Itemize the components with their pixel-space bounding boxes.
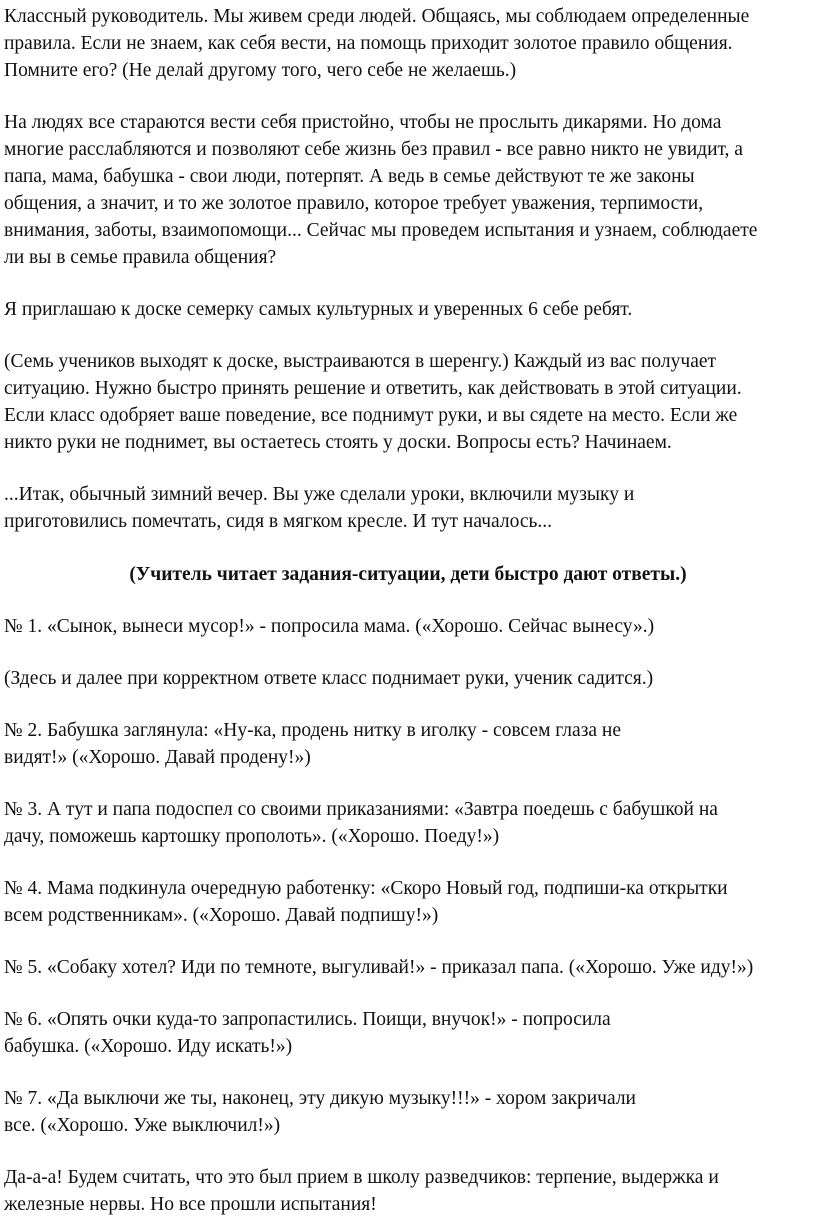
paragraph-conclusion: Да-а-а! Будем считать, что это был прием в школу разведчиков: терпение, выдержка и железные нервы. Но все прошли испытания!	[4, 1167, 719, 1215]
situation-6: № 6. «Опять очки куда-то запропастились. Поищи, внучок!» - попросила бабушка. («Хорошо. Иду искать!»)	[4, 1009, 611, 1057]
paragraph-instructions: (Семь учеников выходят к доске, выстраиваются в шеренгу.) Каждый из вас получает ситуацию. Нужно быстро принять решение и ответить, как действовать в этой ситуации. Если класс одобряет ваше поведение, все поднимут руки, и вы сядете на место. Если же никто руки не поднимет, вы остаетесь стоять у доски. Вопросы есть? Начинаем.	[4, 351, 742, 453]
paragraph-winter-evening: ...Итак, обычный зимний вечер. Вы уже сделали уроки, включили музыку и приготовились помечтать, сидя в мягком кресле. И тут началось...	[4, 484, 635, 532]
situation-5: № 5. «Собаку хотел? Иди по темноте, выгуливай!» - приказал папа. («Хорошо. Уже иду!»)	[4, 957, 754, 978]
situation-1: № 1. «Сынок, вынеси мусор!» - попросила мама. («Хорошо. Сейчас вынесу».)	[4, 616, 655, 637]
paragraph-family-rules: На людях все стараются вести себя пристойно, чтобы не прослыть дикарями. Но дома многие расслабляются и позволяют себе жизнь без правил - все равно никто не увидит, а папа, мама, бабушка - свои люди, потерпят. А ведь в семье действуют те же законы общения, а значит, и то же золотое правило, которое требует уважения, терпимости, внимания, заботы, взаимопомощи... Сейчас мы проведем испытания и узнаем, соблюдаете ли вы в семье правила общения?	[4, 112, 758, 268]
paragraph-invitation: Я приглашаю к доске семерку самых культурных и уверенных 6 себе ребят.	[4, 299, 633, 320]
situation-4: № 4. Мама подкинула очередную работенку: «Скоро Новый год, подпиши-ка открытки всем родственникам». («Хорошо. Давай подпишу!»)	[4, 878, 728, 926]
paragraph-note: (Здесь и далее при корректном ответе класс поднимает руки, ученик садится.)	[4, 668, 654, 689]
situation-3: № 3. А тут и папа подоспел со своими приказаниями: «Завтра поедешь с бабушкой на дачу, поможешь картошку прополоть». («Хорошо. Поеду!»)	[4, 799, 718, 847]
situation-2: № 2. Бабушка заглянула: «Ну-ка, продень нитку в иголку - совсем глаза не видят!» («Хорошо. Давай продену!»)	[4, 720, 622, 768]
section-heading: (Учитель читает задания-ситуации, дети быстро дают ответы.)	[129, 564, 687, 585]
paragraph-intro: Классный руководитель. Мы живем среди людей. Общаясь, мы соблюдаем определенные правила. Если не знаем, как себя вести, на помощь приходит золотое правило общения. Помните его? (Не делай другому того, чего себе не желаешь.)	[4, 6, 750, 81]
situation-7: № 7. «Да выключи же ты, наконец, эту дикую музыку!!!» - хором закричали все. («Хорошо. Уже выключил!»)	[4, 1088, 636, 1136]
